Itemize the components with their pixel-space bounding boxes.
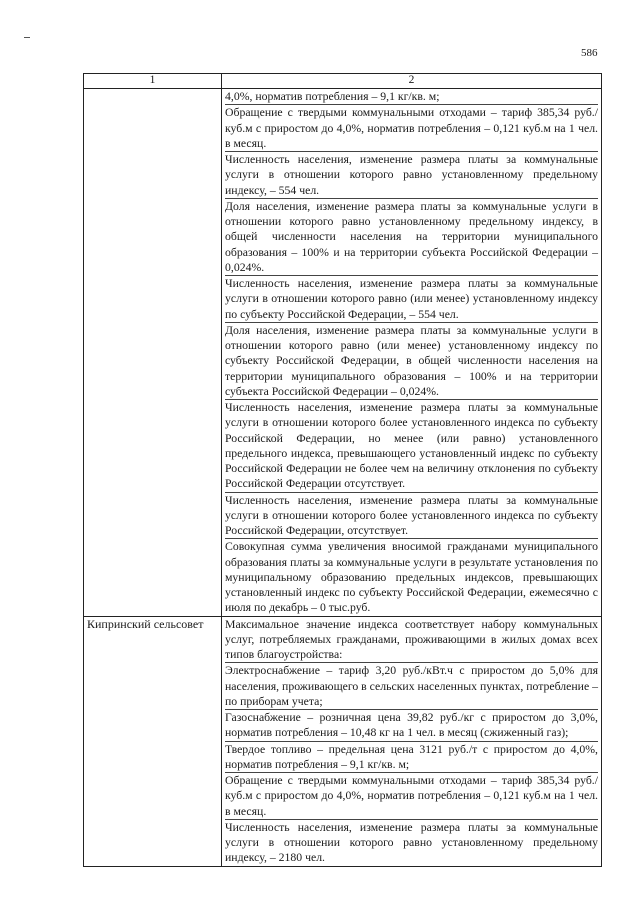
paragraph: Электроснабжение – тариф 3,20 руб./кВт.ч с приростом до 5,0% для населения, проживающего в сельских населенных пунктах, потребление – по приборам учета; [225,663,598,710]
paragraph: Твердое топливо – предельная цена 3121 руб./т с приростом до 4,0%, норматив потребления – 9,1 кг/кв. м; [225,742,598,774]
table-header-row [84,74,602,89]
column-header-2: 2 [222,74,602,89]
paragraph: Численность населения, изменение размера платы за коммунальные услуги в отношении которого равно (или менее) установленному индексу по субъекту Российской Федерации, – 554 чел. [225,276,598,323]
page-number: 586 [581,47,598,59]
paragraph: Численность населения, изменение размера платы за коммунальные услуги в отношении которого более установленного индекса по субъекту Российской Федерации, но менее (или равно) установленного предельного индекса, превышающего установленный индекс по субъекту Российской Федерации не более чем на величину отклонения по субъекту Российской Федерации отсутствует. [225,400,598,493]
table-row [84,89,602,617]
paragraph: Газоснабжение – розничная цена 39,82 руб./кг с приростом до 3,0%, норматив потребления – 10,48 кг на 1 чел. в месяц (сжиженный газ); [225,710,598,742]
paragraph: Численность населения, изменение размера платы за коммунальные услуги в отношении которого равно установленному предельному индексу, – 554 чел. [225,152,598,199]
paragraph: Численность населения, изменение размера платы за коммунальные услуги в отношении которого более установленного индекса по субъекту Российской Федерации, отсутствует. [225,493,598,540]
row-description [222,89,602,617]
paragraph: Совокупная сумма увеличения вносимой гражданами муниципального образования платы за коммунальные услуги в результате установления по муниципальному образованию предельных индексов, превышающих установленный индекс по субъекту Российской Федерации, ежемесячно с июля по декабрь – 0 тыс.руб. [225,540,598,615]
paragraph: Доля населения, изменение размера платы за коммунальные услуги в отношении которого равно (или менее) установленному индексу по субъекту Российской Федерации, в общей численности населения на территории муниципального образования – 100% и на территории субъекта Российской Федерации – 0,024%. [225,323,598,400]
row-description [222,616,602,866]
paragraph: Максимальное значение индекса соответствует набору коммунальных услуг, потребляемых гражданами, проживающими в жилых домах всех типов благоустройства: [225,617,598,664]
paragraph: Обращение с твердыми коммунальными отходами – тариф 385,34 руб./куб.м с приростом до 4,0%, норматив потребления – 0,121 куб.м на 1 чел. в месяц. [225,105,598,152]
municipality-name: Кипринский сельсовет [84,616,222,866]
municipality-name [84,89,222,617]
column-header-1: 1 [84,74,222,89]
paragraph: Численность населения, изменение размера платы за коммунальные услуги в отношении которого равно установленному предельному индексу, – 2180 чел. [225,820,598,865]
table-row [84,616,602,866]
paragraph: Обращение с твердыми коммунальными отходами – тариф 385,34 руб./куб.м с приростом до 4,0%, норматив потребления – 0,121 куб.м на 1 чел. в месяц. [225,773,598,820]
paragraph: 4,0%, норматив потребления – 9,1 кг/кв. м; [225,89,598,105]
scan-mark [24,37,30,38]
paragraph: Доля населения, изменение размера платы за коммунальные услуги в отношении которого равно установленному предельному индексу, в общей численности населения на территории муниципального образования – 100% и на территории субъекта Российской Федерации – 0,024%. [225,199,598,276]
document-table [83,73,602,867]
